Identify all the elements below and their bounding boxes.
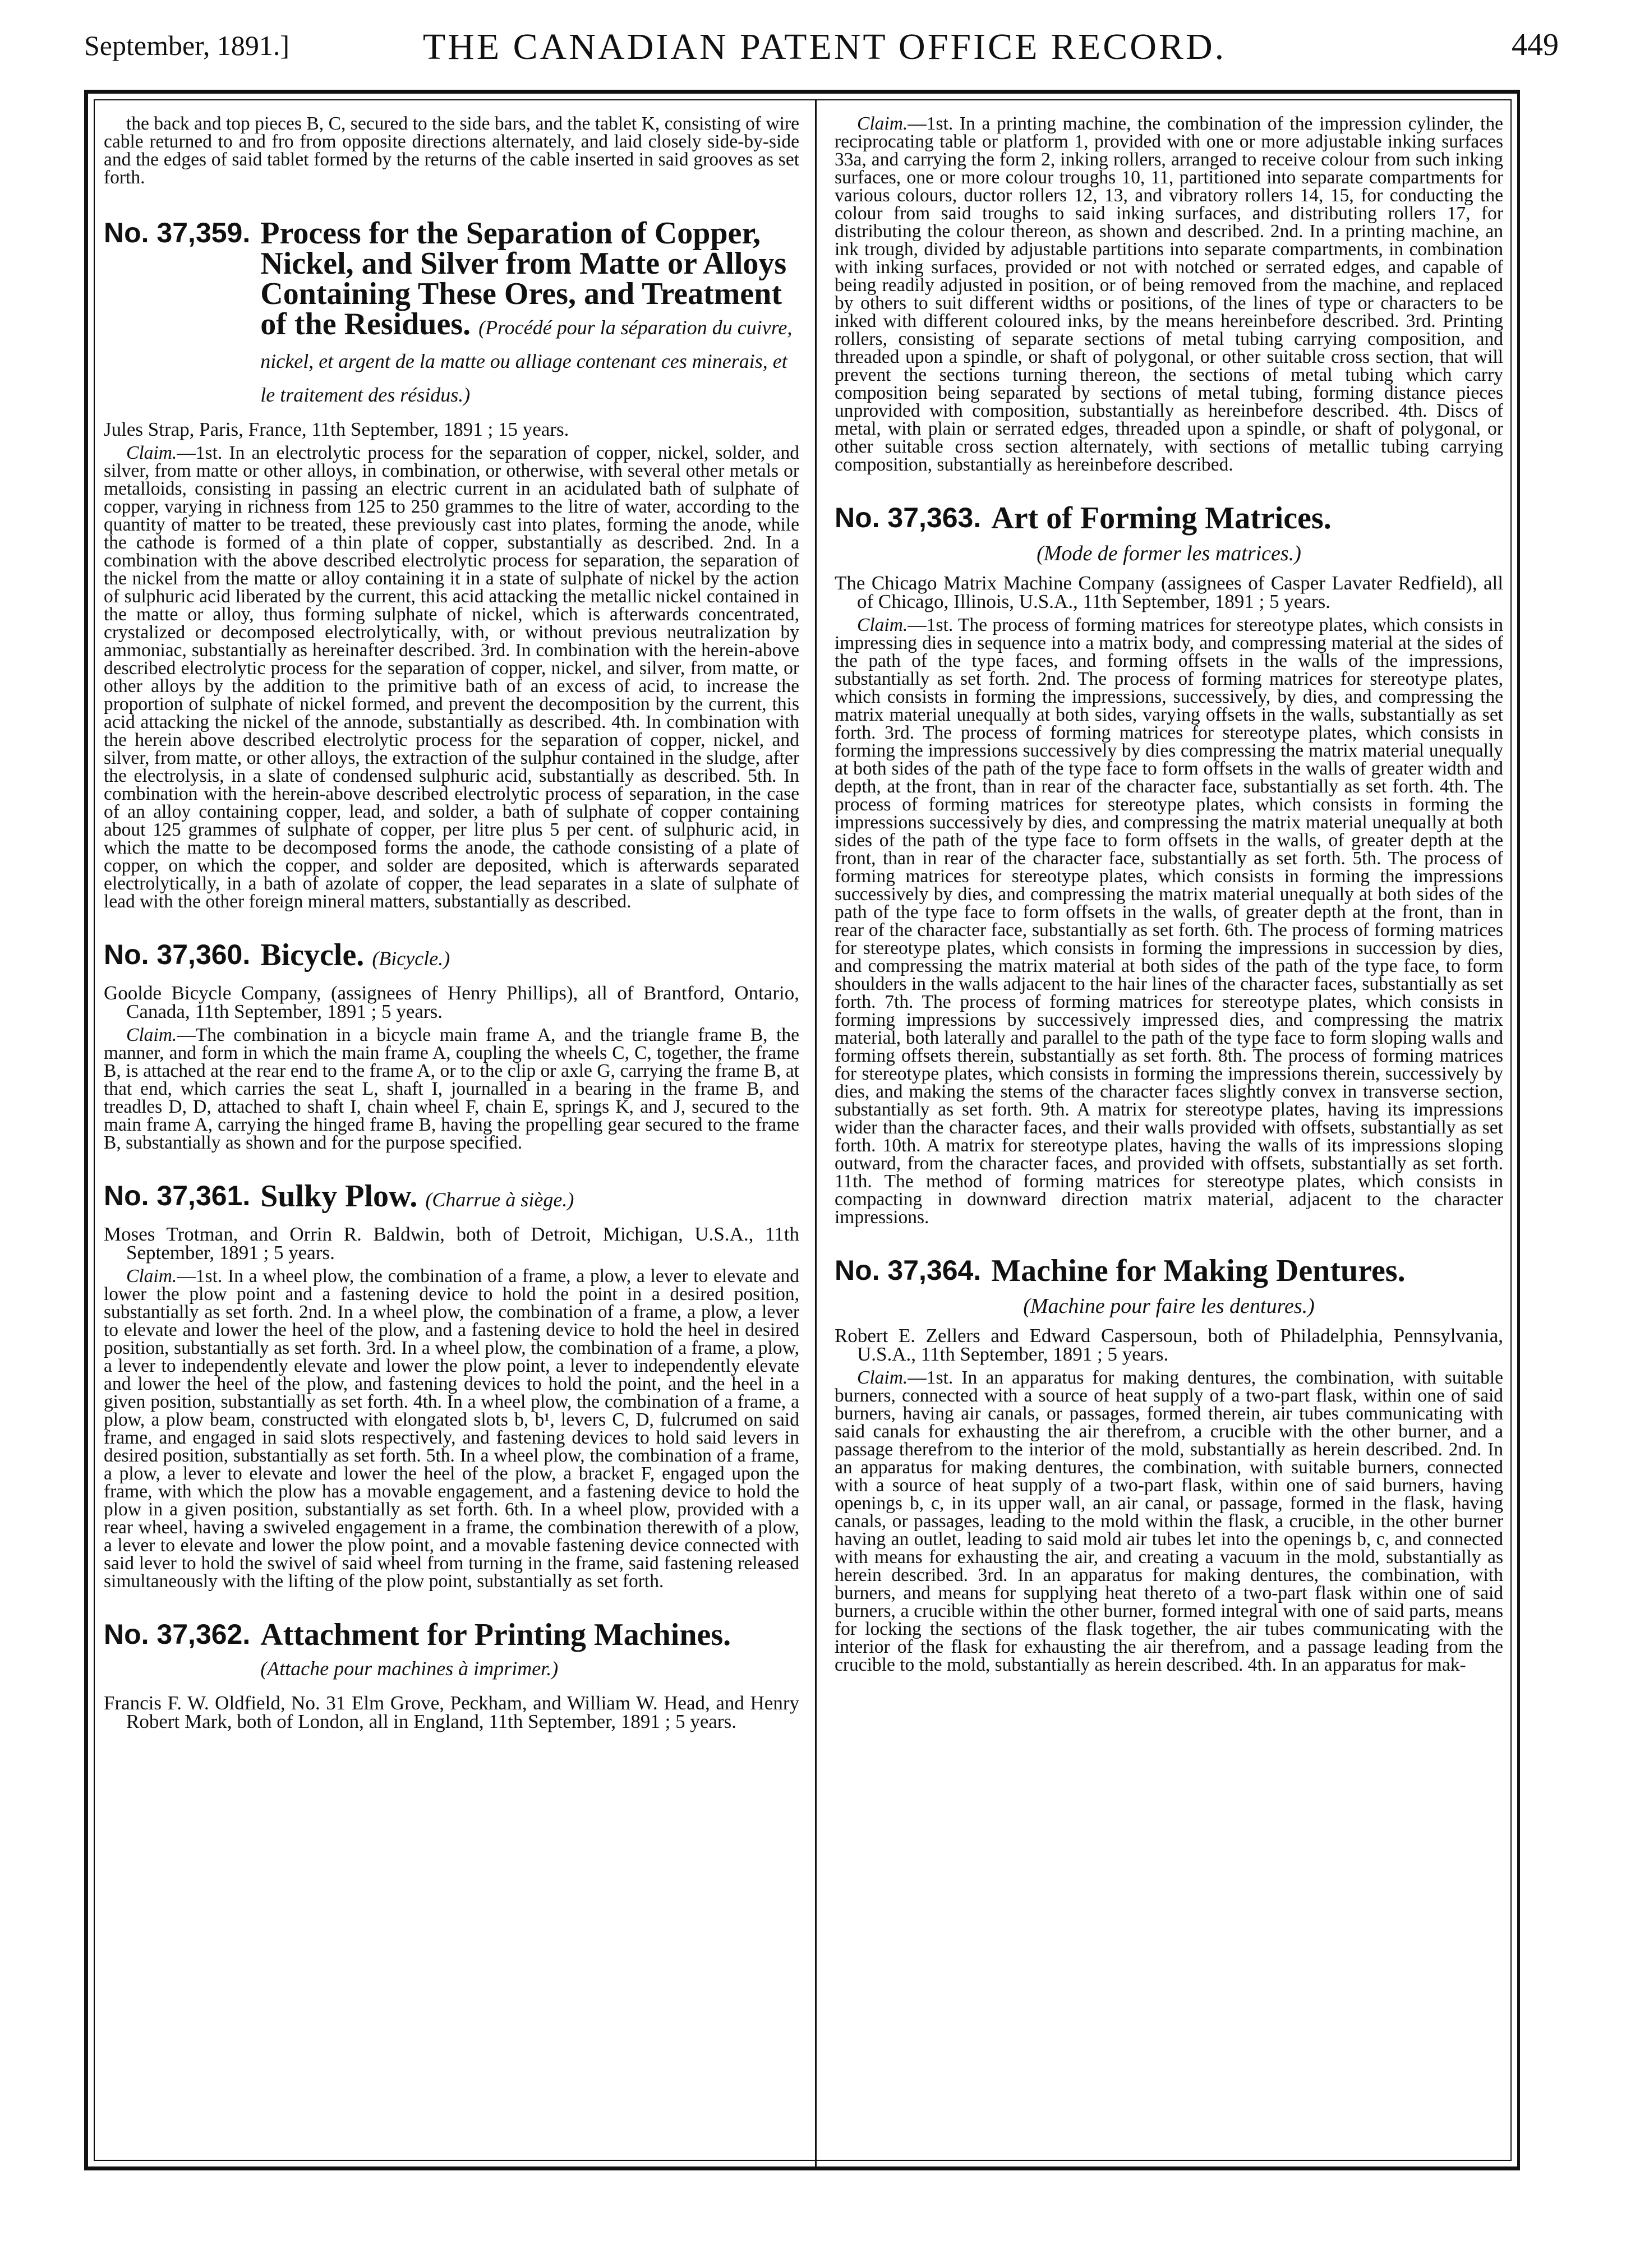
- entry-heading: [104, 940, 799, 974]
- page-number: 449: [1512, 27, 1559, 62]
- claim-body: —The combination in a bicycle main frame A, and the triangle frame B, the manner, and form in which the main frame A, coupling the wheels C, C, together, the frame B, is attached at the rear end to the frame A, or to the clip or axle G, carrying the frame B, at that end, which carries the seat L, shaft I, journalled in a bearing in the frame B, and treadles D, D, attached to shaft I, chain wheel F, chain E, springs K, and J, secured to the main frame A, carrying the hinged frame B, having the propelling gear secured to the frame B, substantially as shown and for the purpose specified.: [104, 1025, 799, 1153]
- patent-title: Bicycle.: [260, 938, 365, 972]
- french-title: (Mode de former les matrices.): [1037, 542, 1301, 565]
- running-header: [0, 0, 1649, 84]
- claim-label: Claim.: [857, 1367, 908, 1388]
- claim-body: —1st. In a printing machine, the combination of the impression cylinder, the reciprocating table or platform 1, provided with one or more adjustable inking surfaces 33a, and carrying the form 2, inking rollers, arranged to receive colour from such inking surfaces, one or more colour troughs 10, 11, partitioned into separate compartments for various colours, ductor rollers 12, 13, and vibratory rollers 14, 15, for conducting the colour from said troughs to said inking surfaces, and distributing rollers 17, for distributing the colour thereon, as shown and described. 2nd. In a printing machine, an ink trough, divided by adjustable partitions into separate compartments, in combination with inking surfaces, provided or not with notched or serrated edges, and capable of being readily adjusted in position, or of being removed from the machine, and replaced by others to suit different widths or positions, of the lines of type or characters to be inked with different coloured inks, by the means hereinbefore described. 3rd. Printing rollers, consisting of separate sections of metal tubing carrying composition, and threaded upon a spindle, or shaft of polygonal, or other suitable cross section, that will prevent the sections turning thereon, the sections of metal tubing which carry composition being separated by sections of metal tubing, forming distance pieces unprovided with composition, substantially as hereinbefore described. 4th. Discs of metal, with plain or serrated edges, threaded upon a spindle, or shaft of polygonal, or other suitable cross section alternately, with sections of metallic tubing carrying composition, substantially as hereinbefore described.: [835, 115, 1503, 475]
- assignee-line: Goolde Bicycle Company, (assignees of Henry Phillips), all of Brantford, Ontario, Canada, 11th September, 1891 ; 5 years.: [104, 982, 799, 1022]
- claim-text-37362: [835, 115, 1503, 474]
- claim-text: [835, 1369, 1503, 1674]
- claim-label: Claim.: [857, 115, 908, 134]
- claim-label: Claim.: [126, 1266, 177, 1287]
- patent-title: Process for the Separation of Copper, Nickel, and Silver from Matte or Alloys Containing These Ores, and Treatment of the Residues.: [260, 216, 787, 342]
- assignee-line: Moses Trotman, and Orrin R. Baldwin, both of Detroit, Michigan, U.S.A., 11th September, 1891 ; 5 years.: [104, 1223, 799, 1264]
- assignee-line: Francis F. W. Oldfield, No. 31 Elm Grove, Peckham, and William W. Head, and Henry Robert Mark, both of London, all in England, 11th September, 1891 ; 5 years.: [104, 1692, 799, 1732]
- french-title: (Charrue à siège.): [425, 1188, 574, 1211]
- assignee-line: Robert E. Zellers and Edward Caspersoun, both of Philadelphia, Pennsylvania, U.S.A., 11th September, 1891 ; 5 years.: [835, 1325, 1503, 1365]
- continuation-text: the back and top pieces B, C, secured to the side bars, and the tablet K, consisting of wire cable returned to and fro from opposite directions alternately, and laid closely side-by-side and the edges of said tablet formed by the returns of the cable inserted in said grooves as set forth.: [104, 115, 799, 188]
- patent-title: Sulky Plow.: [260, 1179, 418, 1214]
- french-title: (Procédé pour la séparation du cuivre, nickel, et argent de la matte ou alliage contenant ces minerais, et le traitement des résidus.): [260, 316, 793, 406]
- french-title: (Bicycle.): [372, 947, 450, 970]
- patent-entry-37363: [835, 503, 1503, 1227]
- claim-label: Claim.: [126, 442, 177, 463]
- left-column: [104, 115, 799, 2162]
- journal-title: THE CANADIAN PATENT OFFICE RECORD.: [422, 26, 1227, 67]
- claim-label: Claim.: [857, 615, 908, 635]
- assignee-line: Jules Strap, Paris, France, 11th September, 1891 ; 15 years.: [104, 418, 569, 440]
- column-divider: [815, 100, 817, 2167]
- assignee-line: The Chicago Matrix Machine Company (assignees of Casper Lavater Redfield), all of Chicago, Illinois, U.S.A., 11th September, 1891 ; 5 years.: [835, 572, 1503, 612]
- patent-entry-37362: [104, 1617, 799, 1732]
- claim-label: Claim.: [126, 1025, 177, 1045]
- patent-number: No. 37,364.: [835, 1255, 982, 1286]
- right-column: [835, 115, 1503, 2162]
- claim-text: [104, 1267, 799, 1591]
- claim-body: —1st. The process of forming matrices for stereotype plates, which consists in impressing dies in sequence into a matrix body, and compressing material at the sides of the path of the type faces, and forming offsets in the walls of the impressions, substantially as set forth. 2nd. The process of forming matrices for stereotype plates, which consists in forming the impressions, successively, by dies, and compressing the matrix material unequally at both sides, varying offsets in the walls, substantially as set forth. 3rd. The process of forming matrices for stereotype plates, which consists in forming the impressions successively by dies compressing the matrix material unequally at both sides of the path of the type face to form offsets in the walls of greater width and depth, at the front, than in rear of the character face, substantially as set forth. 4th. The process of forming matrices for stereotype plates, which consists in forming the impressions successively by dies, and compressing the matrix material unequally at both sides of the path of the type face to form offsets in the walls, of greater depth at the front, than in rear of the character face, substantially as set forth. 5th. The process of forming matrices for stereotype plates, which consists in forming the impressions successively by dies, and compressing the matrix material unequally at both sides of the path of the type face to form offsets in the walls, of greater depth at the front, than in rear of the character face, substantially as set forth. 6th. The process of forming matrices for stereotype plates, which consists in forming the impressions in succession by dies, and compressing the matrix material at both sides of the path of the type face, to form shoulders in the walls adjacent to the hair lines of the character faces, substantially as set forth. 7th. The process of forming matrices for stereotype plates, which consists in forming impressions by successively impressed dies, and compressing the matrix material, both laterally and parallel to the path of the type face to form sloping walls and forming offsets therein, substantially as set forth. 8th. The process of forming matrices for stereotype plates, which consists in forming the impressions therein, successively by dies, and making the stems of the character faces slightly convex in transverse section, substantially as set forth. 9th. A matrix for stereotype plates, having its impressions wider than the character faces, and their walls provided with offsets, substantially as set forth. 10th. A matrix for stereotype plates, having the walls of its impressions sloping outward, from the character faces, and provided with offsets, substantially as set forth. 11th. The method of forming matrices for stereotype plates, which consists in compacting in downward direction matrix material, adjacent to the character impressions.: [835, 615, 1503, 1228]
- entry-heading: [104, 218, 799, 410]
- claim-text: [835, 616, 1503, 1227]
- french-title: (Machine pour faire les dentures.): [1023, 1294, 1315, 1318]
- patent-number: No. 37,363.: [835, 502, 982, 533]
- patent-title: Machine for Making Dentures.: [991, 1253, 1406, 1288]
- patent-entry-37361: [104, 1181, 799, 1591]
- entry-heading: [835, 1253, 1503, 1288]
- patent-title: Art of Forming Matrices.: [991, 501, 1332, 536]
- claim-body: —1st. In a wheel plow, the combination of a frame, a plow, a lever to elevate and lower the plow point and a fastening device to hold the point in a desired position, substantially as set forth. 2nd. In a wheel plow, the combination of a frame, a plow, a lever to elevate and lower the heel of the plow, and a fastening device to hold the heel in desired position, substantially as set forth. 3rd. In a wheel plow, the combination of a frame, a plow, a lever to independently elevate and lower the plow point, a lever to independently elevate and lower the heel of the plow, and fastening devices to hold the point, and the heel in a given position, substantially as set forth. 4th. In a wheel plow, the combination of a frame, a plow, a plow beam, constructed with elongated slots b, b¹, levers C, D, fulcrumed on said frame, and engaged in said slots respectively, and fastening devices to hold said levers in desired position, substantially as set forth. 5th. In a wheel plow, the combination of a frame, a plow, a lever to elevate and lower the heel of the plow, a bracket F, engaged upon the frame, with which the plow has a movable engagement, and a fastening device to hold the plow in a given position, substantially as set forth. 6th. In a wheel plow, provided with a rear wheel, having a swiveled engagement in a frame, the combination therewith of a plow, a lever to elevate and lower the plow point, and a movable fastening device connected with said lever to hold the swivel of said wheel from turning in the frame, said fastening released simultaneously with the lifting of the plow point, substantially as set forth.: [104, 1266, 799, 1592]
- patent-title: Attachment for Printing Machines.: [260, 1617, 731, 1652]
- claim-body: —1st. In an apparatus for making dentures, the combination, with suitable burners, connected with a source of heat supply of a two-part flask, within one of said burners, having air canals, or passages, formed therein, air tubes communicating with said canals for exhausting the air therefrom, a crucible with the other burner, and a passage therefrom to the interior of the mold, substantially as herein described. 2nd. In an apparatus for making dentures, the combination, with suitable burners, connected with a source of heat supply of a two-part flask, within one of said burners, having openings b, c, in its upper wall, an air canal, or passage, formed in the flask, having canals, or passages, leading to the mold within the flask, a crucible, in the other burner having an outlet, leading to said mold air tubes let into the openings b, c, and connected with means for exhausting the air, and creating a vacuum in the mold, substantially as herein described. 3rd. In an apparatus for making dentures, the combination, with burners, and means for supplying heat thereto of a two-part flask within one of said burners, a crucible within the other burner, formed integral with one of said parts, means for locking the sections of the flask together, the air tubes communicating with the interior of the flask for exhausting the air therefrom, and a passage leading from the crucible to the mold, substantially as herein described. 4th. In an apparatus for mak-: [835, 1367, 1503, 1675]
- patent-entry-37359: [104, 218, 799, 911]
- claim-body: —1st. In an electrolytic process for the separation of copper, nickel, solder, and silver, from matte or other alloys, in combination, or otherwise, with several other metals or metalloids, consisting in passing an electric current in an acidulated bath of sulphate of copper, varying in richness from 125 to 250 grammes to the litre of water, according to the quantity of matter to be treated, these previously cast into plates, forming the anode, while the cathode is formed of a thin plate of copper, substantially as described. 2nd. In a combination with the above described electrolytic process for separation, the separation of the nickel from the matte or alloy containing it in a state of sulphate of nickel by the action of sulphuric acid liberated by the current, this acid attacking the metallic nickel contained in the matte or alloy, thus forming sulphate of nickel, which is afterwards concentrated, crystalized or decomposed electrolytically, with, or without previous neutralization by ammoniac, substantially as hereinafter described. 3rd. In combination with the herein-above described electrolytic process for the separation of copper, nickel, and silver, from matte, or other alloys by the addition to the primitive bath of an excess of acid, to increase the proportion of sulphate of nickel formed, and prevent the decomposition by the current, this acid attacking the nickel of the annode, substantially as described. 4th. In combination with the herein above described electrolytic process for the separation of copper, nickel, and silver, from matte, or other alloys, the extraction of the sulphur contained in the sludge, after the electrolysis, in a slate of condensed sulphuric acid, substantially as described. 5th. In combination with the herein-above described electrolytic process of separation, in the case of an alloy containing copper, lead, and solder, a bath of sulphate of copper containing about 125 grammes of sulphate of copper, per litre plus 5 per cent. of sulphuric acid, in which the matte to be decomposed forms the anode, the cathode consisting of a plate of copper, on which the copper, and solder are deposited, which is afterwards separated electrolytically, in a bath of azolate of copper, the lead separates in a slate of sulphate of lead with the other foreign mineral matters, substantially as described.: [104, 442, 799, 912]
- entry-heading: [104, 1181, 799, 1215]
- patent-number: No. 37,360.: [104, 939, 251, 970]
- entry-heading: [104, 1617, 799, 1684]
- patent-number: No. 37,361.: [104, 1180, 251, 1211]
- entry-heading: [835, 501, 1503, 536]
- claim-text: [104, 1026, 799, 1152]
- patent-number: No. 37,362.: [104, 1619, 251, 1650]
- french-title: (Attache pour machines à imprimer.): [260, 1657, 559, 1680]
- patent-entry-37360: [104, 940, 799, 1152]
- header-date: September, 1891.]: [84, 30, 289, 61]
- claim-text: [104, 444, 799, 911]
- patent-entry-37364: [835, 1253, 1503, 1675]
- patent-number: No. 37,359.: [104, 217, 251, 248]
